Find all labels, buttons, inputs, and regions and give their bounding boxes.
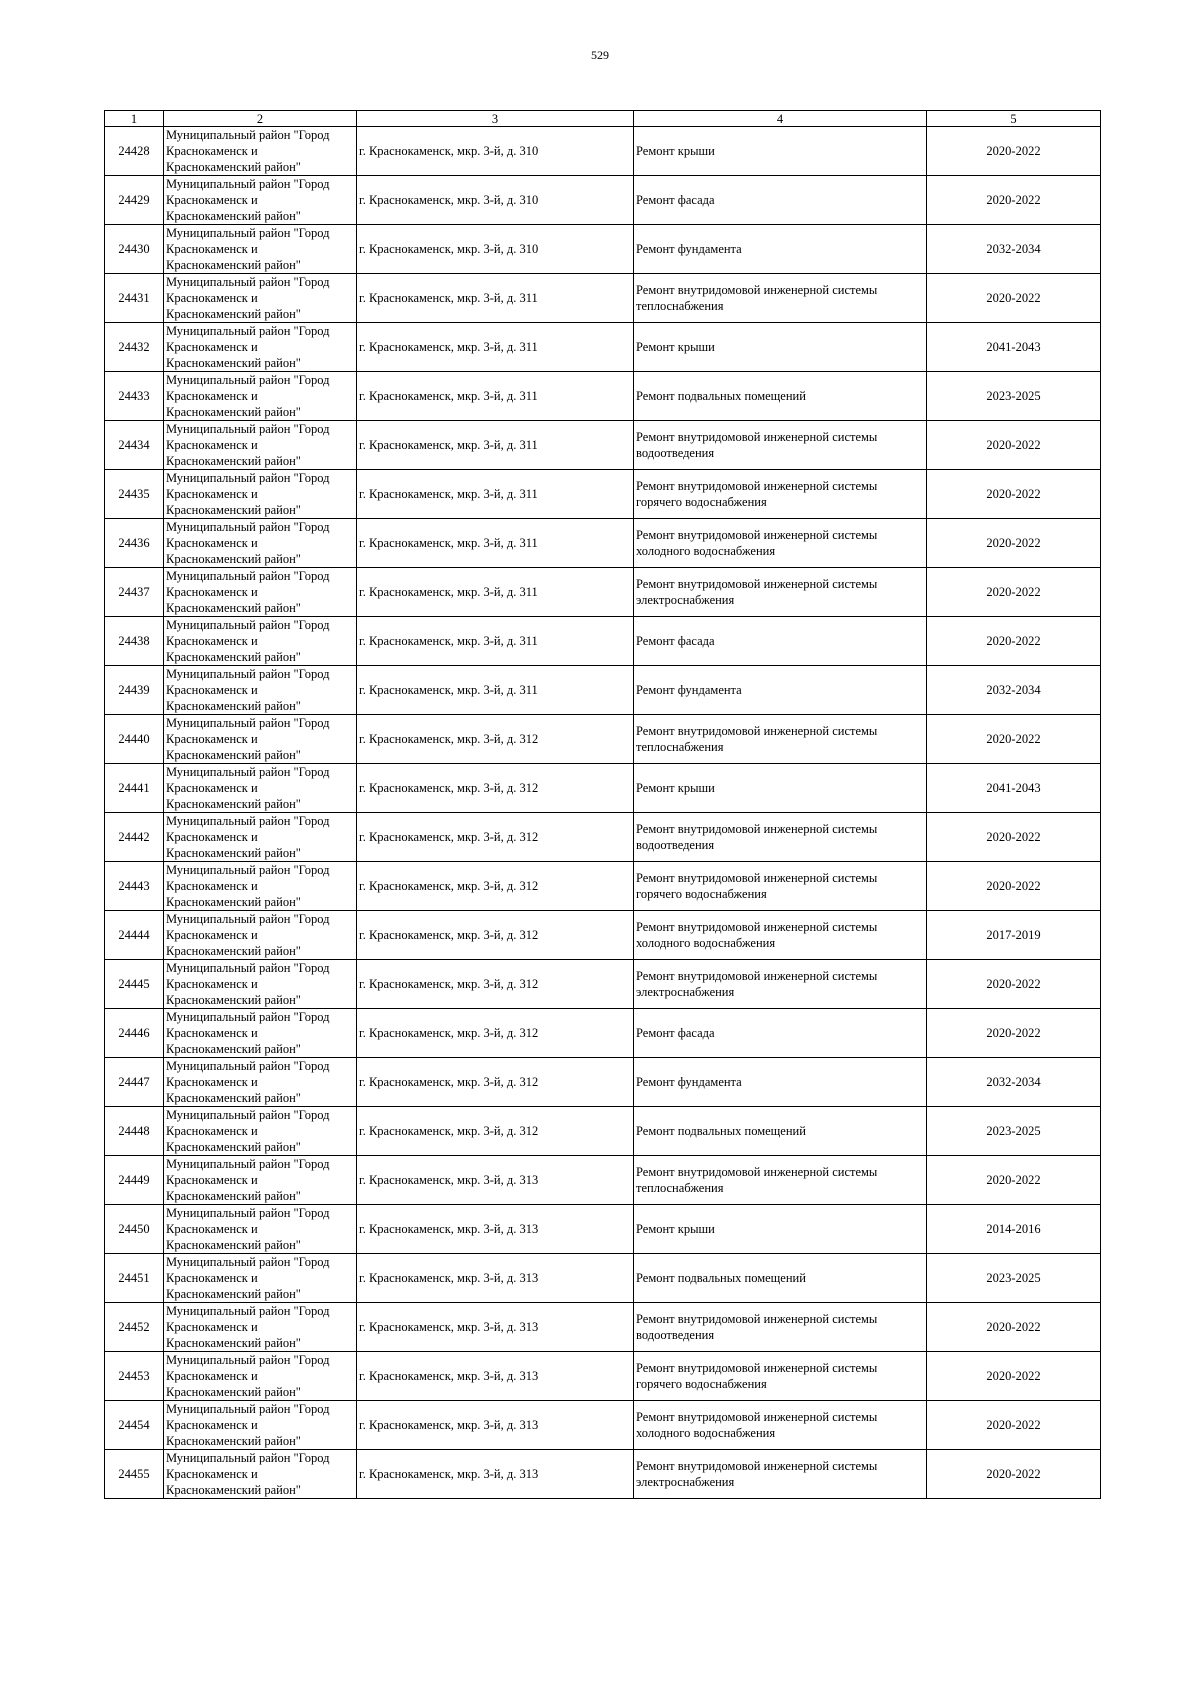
period-cell: 2041-2043 — [927, 764, 1101, 813]
address-cell: г. Краснокаменск, мкр. 3-й, д. 311 — [357, 274, 634, 323]
table-row — [105, 1450, 1101, 1499]
row-number: 24435 — [105, 470, 164, 519]
address-cell: г. Краснокаменск, мкр. 3-й, д. 310 — [357, 127, 634, 176]
table-row — [105, 764, 1101, 813]
row-number: 24453 — [105, 1352, 164, 1401]
period-cell: 2020-2022 — [927, 862, 1101, 911]
address-cell: г. Краснокаменск, мкр. 3-й, д. 313 — [357, 1450, 634, 1499]
work-type-cell: Ремонт внутридомовой инженерной системы теплоснабжения — [634, 715, 927, 764]
municipality-cell: Муниципальный район "Город Краснокаменск и Краснокаменский район" — [164, 813, 357, 862]
work-type-cell: Ремонт подвальных помещений — [634, 1107, 927, 1156]
row-number: 24442 — [105, 813, 164, 862]
row-number: 24451 — [105, 1254, 164, 1303]
table-row — [105, 519, 1101, 568]
work-type-cell: Ремонт крыши — [634, 323, 927, 372]
work-type-cell: Ремонт фундамента — [634, 1058, 927, 1107]
address-cell: г. Краснокаменск, мкр. 3-й, д. 313 — [357, 1205, 634, 1254]
row-number: 24449 — [105, 1156, 164, 1205]
period-cell: 2020-2022 — [927, 1352, 1101, 1401]
work-type-cell: Ремонт фундамента — [634, 666, 927, 715]
table-row — [105, 1303, 1101, 1352]
address-cell: г. Краснокаменск, мкр. 3-й, д. 313 — [357, 1156, 634, 1205]
period-cell: 2020-2022 — [927, 127, 1101, 176]
address-cell: г. Краснокаменск, мкр. 3-й, д. 313 — [357, 1401, 634, 1450]
municipality-cell: Муниципальный район "Город Краснокаменск и Краснокаменский район" — [164, 960, 357, 1009]
page-number: 529 — [591, 48, 609, 62]
table-row — [105, 470, 1101, 519]
work-type-cell: Ремонт крыши — [634, 1205, 927, 1254]
period-cell: 2020-2022 — [927, 1401, 1101, 1450]
municipality-cell: Муниципальный район "Город Краснокаменск и Краснокаменский район" — [164, 274, 357, 323]
table-row — [105, 666, 1101, 715]
table-row — [105, 1352, 1101, 1401]
row-number: 24452 — [105, 1303, 164, 1352]
address-cell: г. Краснокаменск, мкр. 3-й, д. 311 — [357, 519, 634, 568]
municipality-cell: Муниципальный район "Город Краснокаменск и Краснокаменский район" — [164, 470, 357, 519]
table-row — [105, 1205, 1101, 1254]
municipality-cell: Муниципальный район "Город Краснокаменск и Краснокаменский район" — [164, 911, 357, 960]
address-cell: г. Краснокаменск, мкр. 3-й, д. 312 — [357, 715, 634, 764]
address-cell: г. Краснокаменск, мкр. 3-й, д. 312 — [357, 1107, 634, 1156]
row-number: 24428 — [105, 127, 164, 176]
period-cell: 2020-2022 — [927, 1450, 1101, 1499]
column-header-5: 5 — [927, 111, 1101, 127]
period-cell: 2041-2043 — [927, 323, 1101, 372]
table-row — [105, 225, 1101, 274]
address-cell: г. Краснокаменск, мкр. 3-й, д. 312 — [357, 813, 634, 862]
row-number: 24440 — [105, 715, 164, 764]
municipality-cell: Муниципальный район "Город Краснокаменск и Краснокаменский район" — [164, 617, 357, 666]
row-number: 24431 — [105, 274, 164, 323]
period-cell: 2020-2022 — [927, 1156, 1101, 1205]
work-type-cell: Ремонт фасада — [634, 617, 927, 666]
municipality-cell: Муниципальный район "Город Краснокаменск и Краснокаменский район" — [164, 1401, 357, 1450]
table-row — [105, 421, 1101, 470]
address-cell: г. Краснокаменск, мкр. 3-й, д. 310 — [357, 176, 634, 225]
column-header-3: 3 — [357, 111, 634, 127]
period-cell: 2032-2034 — [927, 1058, 1101, 1107]
row-number: 24434 — [105, 421, 164, 470]
row-number: 24447 — [105, 1058, 164, 1107]
table-row — [105, 372, 1101, 421]
period-cell: 2020-2022 — [927, 176, 1101, 225]
municipality-cell: Муниципальный район "Город Краснокаменск и Краснокаменский район" — [164, 1107, 357, 1156]
municipality-cell: Муниципальный район "Город Краснокаменск и Краснокаменский район" — [164, 519, 357, 568]
table-row — [105, 813, 1101, 862]
table-row — [105, 274, 1101, 323]
table-row — [105, 1254, 1101, 1303]
work-type-cell: Ремонт внутридомовой инженерной системы холодного водоснабжения — [634, 1401, 927, 1450]
address-cell: г. Краснокаменск, мкр. 3-й, д. 311 — [357, 372, 634, 421]
work-type-cell: Ремонт внутридомовой инженерной системы горячего водоснабжения — [634, 862, 927, 911]
work-type-cell: Ремонт внутридомовой инженерной системы водоотведения — [634, 813, 927, 862]
address-cell: г. Краснокаменск, мкр. 3-й, д. 311 — [357, 617, 634, 666]
work-type-cell: Ремонт подвальных помещений — [634, 372, 927, 421]
work-type-cell: Ремонт внутридомовой инженерной системы водоотведения — [634, 421, 927, 470]
row-number: 24433 — [105, 372, 164, 421]
municipality-cell: Муниципальный район "Город Краснокаменск и Краснокаменский район" — [164, 176, 357, 225]
address-cell: г. Краснокаменск, мкр. 3-й, д. 310 — [357, 225, 634, 274]
table-body — [105, 127, 1101, 1499]
municipality-cell: Муниципальный район "Город Краснокаменск и Краснокаменский район" — [164, 127, 357, 176]
period-cell: 2020-2022 — [927, 470, 1101, 519]
period-cell: 2032-2034 — [927, 225, 1101, 274]
table-row — [105, 323, 1101, 372]
work-type-cell: Ремонт подвальных помещений — [634, 1254, 927, 1303]
row-number: 24430 — [105, 225, 164, 274]
work-type-cell: Ремонт фундамента — [634, 225, 927, 274]
municipality-cell: Муниципальный район "Город Краснокаменск и Краснокаменский район" — [164, 764, 357, 813]
period-cell: 2017-2019 — [927, 911, 1101, 960]
work-type-cell: Ремонт фасада — [634, 176, 927, 225]
work-type-cell: Ремонт внутридомовой инженерной системы водоотведения — [634, 1303, 927, 1352]
address-cell: г. Краснокаменск, мкр. 3-й, д. 311 — [357, 568, 634, 617]
table-row — [105, 176, 1101, 225]
municipality-cell: Муниципальный район "Город Краснокаменск и Краснокаменский район" — [164, 421, 357, 470]
row-number: 24443 — [105, 862, 164, 911]
period-cell: 2020-2022 — [927, 715, 1101, 764]
municipality-cell: Муниципальный район "Город Краснокаменск и Краснокаменский район" — [164, 323, 357, 372]
work-type-cell: Ремонт внутридомовой инженерной системы горячего водоснабжения — [634, 470, 927, 519]
table-row — [105, 568, 1101, 617]
row-number: 24439 — [105, 666, 164, 715]
row-number: 24446 — [105, 1009, 164, 1058]
work-type-cell: Ремонт внутридомовой инженерной системы электроснабжения — [634, 1450, 927, 1499]
address-cell: г. Краснокаменск, мкр. 3-й, д. 312 — [357, 960, 634, 1009]
municipality-cell: Муниципальный район "Город Краснокаменск и Краснокаменский район" — [164, 1058, 357, 1107]
period-cell: 2020-2022 — [927, 813, 1101, 862]
table-row — [105, 862, 1101, 911]
work-type-cell: Ремонт крыши — [634, 764, 927, 813]
table-row — [105, 1009, 1101, 1058]
period-cell: 2032-2034 — [927, 666, 1101, 715]
period-cell: 2023-2025 — [927, 372, 1101, 421]
municipality-cell: Муниципальный район "Город Краснокаменск и Краснокаменский район" — [164, 568, 357, 617]
work-type-cell: Ремонт внутридомовой инженерной системы электроснабжения — [634, 960, 927, 1009]
row-number: 24437 — [105, 568, 164, 617]
row-number: 24445 — [105, 960, 164, 1009]
address-cell: г. Краснокаменск, мкр. 3-й, д. 312 — [357, 1009, 634, 1058]
period-cell: 2020-2022 — [927, 1009, 1101, 1058]
period-cell: 2020-2022 — [927, 421, 1101, 470]
address-cell: г. Краснокаменск, мкр. 3-й, д. 312 — [357, 911, 634, 960]
municipality-cell: Муниципальный район "Город Краснокаменск и Краснокаменский район" — [164, 1352, 357, 1401]
row-number: 24450 — [105, 1205, 164, 1254]
period-cell: 2020-2022 — [927, 1303, 1101, 1352]
register-table — [104, 110, 1101, 1499]
municipality-cell: Муниципальный район "Город Краснокаменск и Краснокаменский район" — [164, 225, 357, 274]
table-row — [105, 127, 1101, 176]
address-cell: г. Краснокаменск, мкр. 3-й, д. 313 — [357, 1303, 634, 1352]
address-cell: г. Краснокаменск, мкр. 3-й, д. 311 — [357, 421, 634, 470]
work-type-cell: Ремонт внутридомовой инженерной системы холодного водоснабжения — [634, 519, 927, 568]
municipality-cell: Муниципальный район "Город Краснокаменск и Краснокаменский район" — [164, 372, 357, 421]
table-row — [105, 1058, 1101, 1107]
address-cell: г. Краснокаменск, мкр. 3-й, д. 312 — [357, 1058, 634, 1107]
work-type-cell: Ремонт внутридомовой инженерной системы горячего водоснабжения — [634, 1352, 927, 1401]
period-cell: 2020-2022 — [927, 274, 1101, 323]
work-type-cell: Ремонт внутридомовой инженерной системы холодного водоснабжения — [634, 911, 927, 960]
row-number: 24454 — [105, 1401, 164, 1450]
address-cell: г. Краснокаменск, мкр. 3-й, д. 311 — [357, 666, 634, 715]
municipality-cell: Муниципальный район "Город Краснокаменск и Краснокаменский район" — [164, 1303, 357, 1352]
row-number: 24429 — [105, 176, 164, 225]
row-number: 24438 — [105, 617, 164, 666]
period-cell: 2020-2022 — [927, 519, 1101, 568]
table-row — [105, 715, 1101, 764]
municipality-cell: Муниципальный район "Город Краснокаменск и Краснокаменский район" — [164, 1450, 357, 1499]
table-row — [105, 1401, 1101, 1450]
table-row — [105, 960, 1101, 1009]
table-row — [105, 1107, 1101, 1156]
column-header-4: 4 — [634, 111, 927, 127]
work-type-cell: Ремонт внутридомовой инженерной системы электроснабжения — [634, 568, 927, 617]
row-number: 24455 — [105, 1450, 164, 1499]
address-cell: г. Краснокаменск, мкр. 3-й, д. 313 — [357, 1254, 634, 1303]
municipality-cell: Муниципальный район "Город Краснокаменск и Краснокаменский район" — [164, 1254, 357, 1303]
row-number: 24444 — [105, 911, 164, 960]
table-row — [105, 1156, 1101, 1205]
table-row — [105, 911, 1101, 960]
period-cell: 2020-2022 — [927, 617, 1101, 666]
period-cell: 2014-2016 — [927, 1205, 1101, 1254]
municipality-cell: Муниципальный район "Город Краснокаменск и Краснокаменский район" — [164, 1156, 357, 1205]
address-cell: г. Краснокаменск, мкр. 3-й, д. 312 — [357, 764, 634, 813]
work-type-cell: Ремонт внутридомовой инженерной системы теплоснабжения — [634, 1156, 927, 1205]
address-cell: г. Краснокаменск, мкр. 3-й, д. 312 — [357, 862, 634, 911]
work-type-cell: Ремонт крыши — [634, 127, 927, 176]
table-row — [105, 617, 1101, 666]
row-number: 24436 — [105, 519, 164, 568]
municipality-cell: Муниципальный район "Город Краснокаменск и Краснокаменский район" — [164, 862, 357, 911]
address-cell: г. Краснокаменск, мкр. 3-й, д. 311 — [357, 323, 634, 372]
municipality-cell: Муниципальный район "Город Краснокаменск и Краснокаменский район" — [164, 715, 357, 764]
address-cell: г. Краснокаменск, мкр. 3-й, д. 311 — [357, 470, 634, 519]
row-number: 24441 — [105, 764, 164, 813]
municipality-cell: Муниципальный район "Город Краснокаменск и Краснокаменский район" — [164, 1205, 357, 1254]
column-header-1: 1 — [105, 111, 164, 127]
period-cell: 2020-2022 — [927, 960, 1101, 1009]
row-number: 24432 — [105, 323, 164, 372]
column-number-row — [105, 111, 1101, 127]
work-type-cell: Ремонт внутридомовой инженерной системы теплоснабжения — [634, 274, 927, 323]
municipality-cell: Муниципальный район "Город Краснокаменск и Краснокаменский район" — [164, 666, 357, 715]
address-cell: г. Краснокаменск, мкр. 3-й, д. 313 — [357, 1352, 634, 1401]
period-cell: 2023-2025 — [927, 1254, 1101, 1303]
period-cell: 2020-2022 — [927, 568, 1101, 617]
period-cell: 2023-2025 — [927, 1107, 1101, 1156]
column-header-2: 2 — [164, 111, 357, 127]
work-type-cell: Ремонт фасада — [634, 1009, 927, 1058]
row-number: 24448 — [105, 1107, 164, 1156]
municipality-cell: Муниципальный район "Город Краснокаменск и Краснокаменский район" — [164, 1009, 357, 1058]
